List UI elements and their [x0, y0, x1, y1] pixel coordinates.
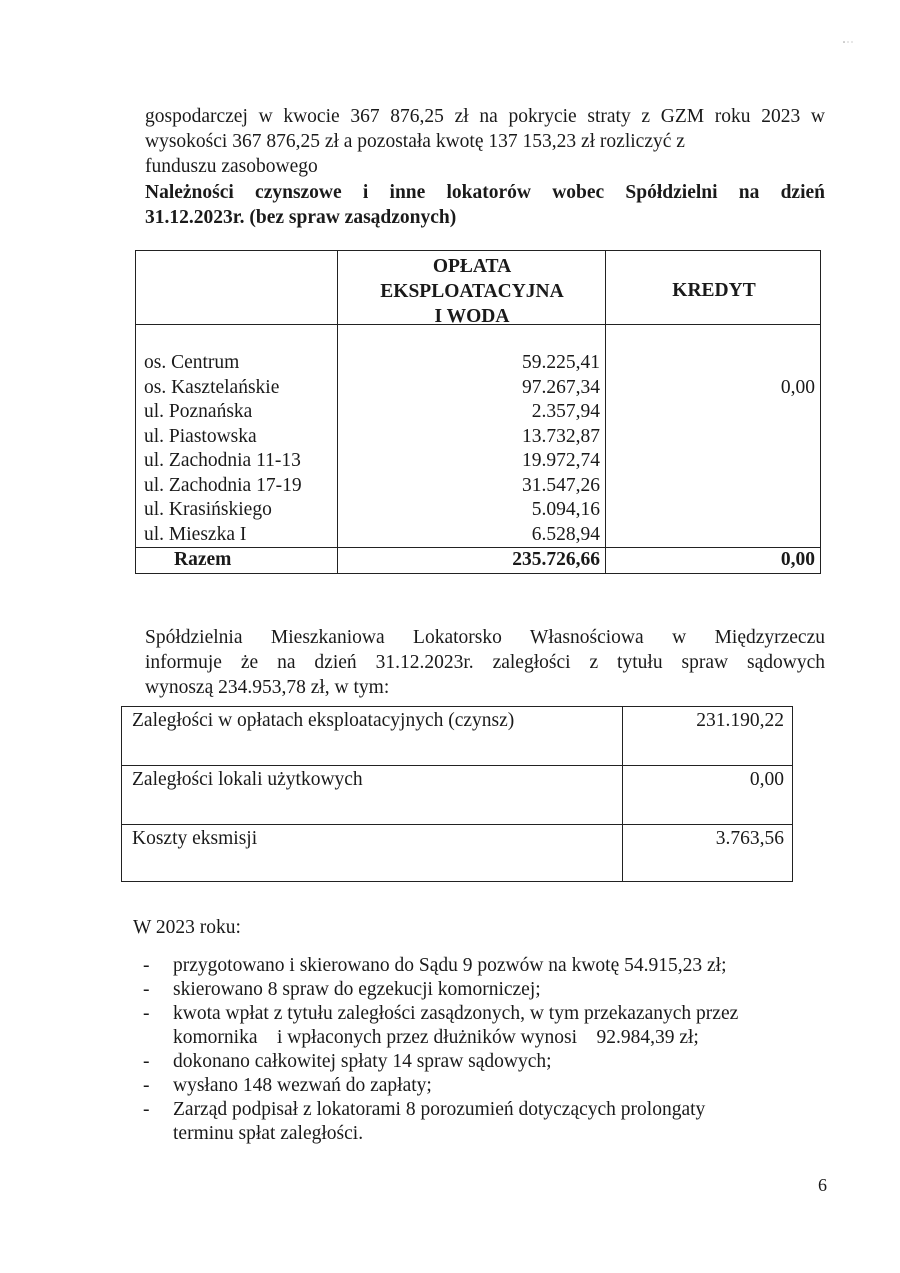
- intro-line-2: wysokości 367 876,25 zł a pozostała kwotę 137 153,23 zł rozliczyć z: [145, 131, 685, 152]
- heading-line-2: 31.12.2023r. (bez spraw zasądzonych): [145, 207, 457, 228]
- info-paragraph: [145, 625, 825, 700]
- row-value: 5.094,16: [531, 499, 600, 520]
- header-oplata: [339, 254, 605, 329]
- row-value: 59.225,41: [522, 352, 600, 373]
- bullet-dash: -: [143, 955, 150, 976]
- total-label: Razem: [174, 549, 232, 570]
- row-value: 13.732,87: [522, 425, 600, 447]
- row-name: ul. Krasińskiego: [144, 499, 272, 520]
- bullet-item: Zarząd podpisał z lokatorami 8 porozumień dotyczących prolongaty: [173, 1099, 706, 1120]
- info-line-1: Spółdzielnia Mieszkaniowa Lokatorsko Własnościowa w Międzyrzeczu: [145, 627, 825, 648]
- scan-speck: [842, 40, 854, 44]
- year-title: W 2023 roku:: [133, 917, 241, 938]
- intro-line-3: funduszu zasobowego: [145, 156, 318, 177]
- row-name: ul. Zachodnia 11-13: [144, 450, 301, 471]
- bullet-dash: -: [143, 1099, 150, 1120]
- bullet-item: skierowano 8 spraw do egzekucji komorniczej;: [173, 979, 541, 1000]
- row-name: ul. Mieszka I: [144, 523, 247, 545]
- bullet-item: przygotowano i skierowano do Sądu 9 pozwów na kwotę 54.915,23 zł;: [173, 955, 727, 976]
- info-line-3: wynoszą 234.953,78 zł, w tym:: [145, 677, 390, 698]
- arrears-table: [135, 250, 821, 574]
- row-value: 19.972,74: [522, 450, 600, 471]
- row-name: ul. Piastowska: [144, 425, 257, 447]
- row-name: ul. Poznańska: [144, 401, 253, 422]
- bullet-item-continuation: terminu spłat zaległości.: [173, 1123, 364, 1144]
- header-oplata-l3: I WODA: [434, 306, 510, 327]
- row-value: 2.357,94: [531, 401, 600, 422]
- intro-paragraph: [145, 104, 825, 179]
- t2-label: Koszty eksmisji: [132, 828, 258, 849]
- header-oplata-l2: EKSPLOATACYJNA: [380, 281, 564, 302]
- total-kredyt: 0,00: [780, 549, 815, 570]
- bullet-item: kwota wpłat z tytułu zaległości zasądzonych, w tym przekazanych przez: [173, 1003, 739, 1024]
- bullet-item: dokonano całkowitej spłaty 14 spraw sądowych;: [173, 1051, 552, 1072]
- bullet-dash: -: [143, 979, 150, 1000]
- heading-line-1: Należności czynszowe i inne lokatorów wobec Spółdzielni na dzień: [145, 182, 825, 203]
- row-name: os. Kasztelańskie: [144, 376, 280, 398]
- court-arrears-table: [121, 706, 793, 882]
- bullet-dash: -: [143, 1075, 150, 1096]
- t2-label: Zaległości lokali użytkowych: [132, 769, 363, 790]
- bullet-dash: -: [143, 1051, 150, 1072]
- info-line-2: informuje że na dzień 31.12.2023r. zaległości z tytułu spraw sądowych: [145, 652, 825, 673]
- row-value: 97.267,34: [522, 376, 600, 398]
- header-kredyt: KREDYT: [672, 280, 756, 301]
- page-number: 6: [818, 1175, 827, 1195]
- t2-value: 3.763,56: [715, 828, 784, 849]
- header-oplata-l1: OPŁATA: [432, 256, 512, 277]
- bullet-item-continuation: komornika i wpłaconych przez dłużników wynosi 92.984,39 zł;: [173, 1027, 699, 1048]
- section-heading: [145, 180, 825, 230]
- row-value: 6.528,94: [531, 523, 600, 545]
- t2-value: 0,00: [749, 769, 784, 790]
- total-value: 235.726,66: [512, 549, 600, 570]
- kredyt-value: 0,00: [780, 376, 815, 398]
- intro-line-1: gospodarczej w kwocie 367 876,25 zł na pokrycie straty z GZM roku 2023 w: [145, 106, 825, 127]
- bullet-dash: -: [143, 1003, 150, 1024]
- row-name: os. Centrum: [144, 352, 240, 373]
- t2-value: 231.190,22: [696, 710, 784, 731]
- bullet-item: wysłano 148 wezwań do zapłaty;: [173, 1075, 432, 1096]
- t2-label: Zaległości w opłatach eksploatacyjnych (czynsz): [132, 710, 515, 731]
- row-name: ul. Zachodnia 17-19: [144, 474, 302, 496]
- row-value: 31.547,26: [522, 474, 600, 496]
